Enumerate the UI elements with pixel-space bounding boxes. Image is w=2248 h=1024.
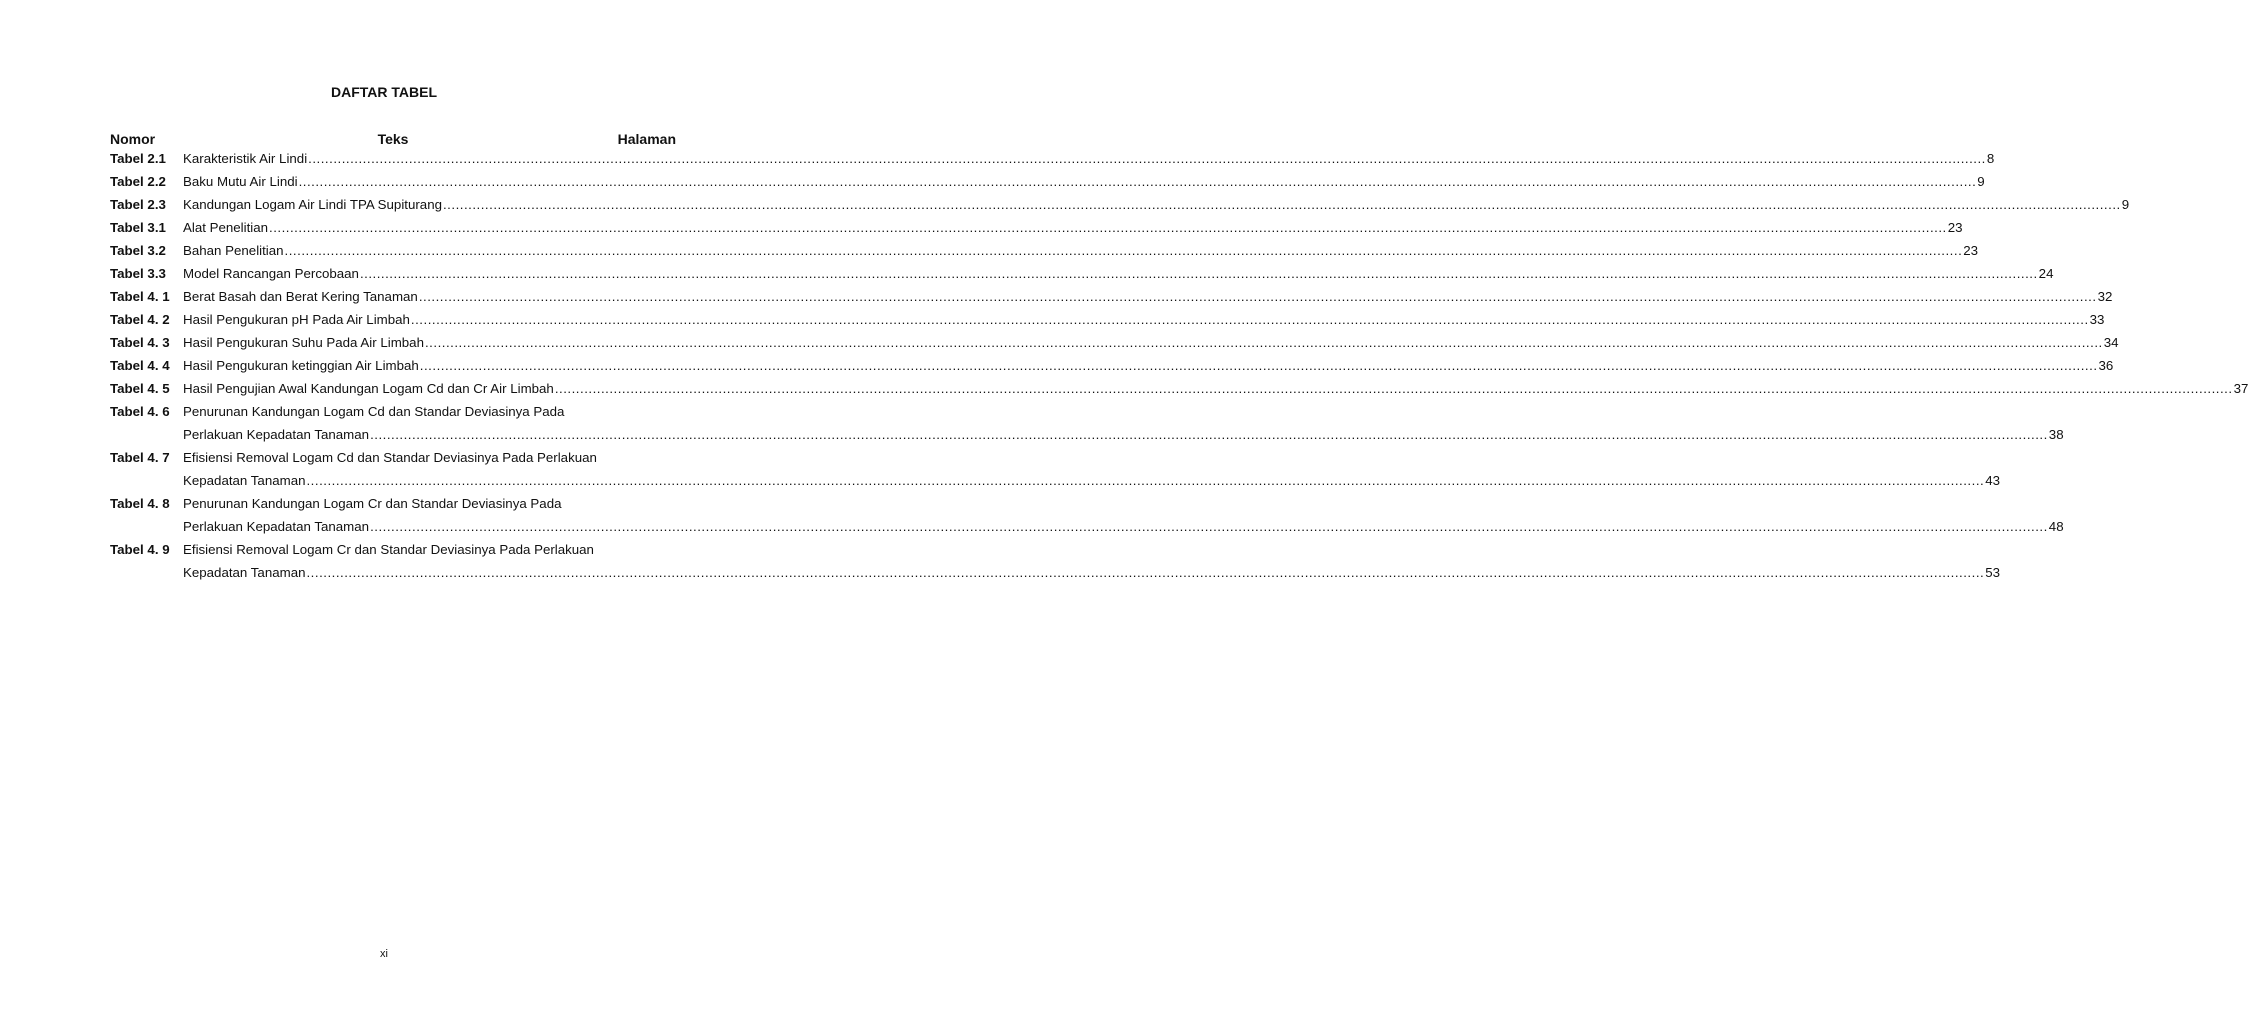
- dot-leader: ................................................................................................................................................................................................................................................................................................................................................................................................................: [306, 565, 1985, 580]
- page-number-ref: 34: [2103, 335, 2119, 350]
- dot-leader: ................................................................................................................................................................................................................................................................................................................................................................................................................: [424, 335, 2103, 350]
- table-number: Tabel 4. 4: [110, 358, 170, 373]
- page-number-ref: 32: [2097, 289, 2113, 304]
- toc-entry[interactable]: [110, 308, 2105, 331]
- dot-leader: ................................................................................................................................................................................................................................................................................................................................................................................................................: [298, 174, 1977, 189]
- entry-title-line: Perlakuan Kepadatan Tanaman: [183, 427, 370, 442]
- dot-leader: ................................................................................................................................................................................................................................................................................................................................................................................................................: [308, 151, 1986, 166]
- header-teks: Teks: [377, 131, 409, 147]
- table-number: Tabel 4. 3: [110, 335, 170, 350]
- header-nomor: Nomor: [110, 131, 156, 147]
- page-number-ref: 43: [1985, 473, 2001, 488]
- entry-title-line: Hasil Pengujian Awal Kandungan Logam Cd dan Cr Air Limbah: [183, 381, 554, 396]
- entry-title-line: Alat Penelitian: [183, 220, 269, 235]
- table-number: Tabel 4. 5: [110, 381, 170, 396]
- dot-leader: ................................................................................................................................................................................................................................................................................................................................................................................................................: [419, 358, 2098, 373]
- page-number-ref: 33: [2089, 312, 2105, 327]
- table-number: Tabel 4. 6: [110, 404, 170, 419]
- toc-entry[interactable]: [110, 354, 2114, 377]
- dot-leader: ................................................................................................................................................................................................................................................................................................................................................................................................................: [370, 519, 2048, 534]
- dot-leader: ................................................................................................................................................................................................................................................................................................................................................................................................................: [370, 427, 2048, 442]
- header-halaman: Halaman: [617, 131, 676, 147]
- entry-title-line: Penurunan Kandungan Logam Cr dan Standar Deviasinya Pada: [183, 496, 562, 511]
- dot-leader: ................................................................................................................................................................................................................................................................................................................................................................................................................: [442, 197, 2121, 212]
- page-number-ref: 48: [2048, 519, 2064, 534]
- table-number: Tabel 4. 1: [110, 289, 170, 304]
- page-number-ref: 9: [2121, 197, 2130, 212]
- table-number: Tabel 2.3: [110, 197, 166, 212]
- table-of-tables: [110, 147, 2248, 584]
- page-number-ref: 9: [1977, 174, 1985, 189]
- dot-leader: ................................................................................................................................................................................................................................................................................................................................................................................................................: [284, 243, 1963, 258]
- page-number: xi: [380, 948, 388, 960]
- entry-title-line: Kepadatan Tanaman: [183, 473, 306, 488]
- toc-header: [110, 131, 676, 148]
- page-number-ref: 24: [2038, 266, 2054, 281]
- dot-leader: ................................................................................................................................................................................................................................................................................................................................................................................................................: [410, 312, 2089, 327]
- page-number-ref: 53: [1985, 565, 2001, 580]
- toc-entry[interactable]: [110, 147, 1995, 170]
- entry-title-line: Kandungan Logam Air Lindi TPA Supiturang: [183, 197, 442, 212]
- entry-title-line: Hasil Pengukuran Suhu Pada Air Limbah: [183, 335, 424, 350]
- dot-leader: ................................................................................................................................................................................................................................................................................................................................................................................................................: [269, 220, 1947, 235]
- entry-title-line: Model Rancangan Percobaan: [183, 266, 359, 281]
- toc-entry[interactable]: [110, 239, 1979, 262]
- toc-entry[interactable]: [110, 538, 2001, 584]
- entry-title-line: Hasil Pengukuran ketinggian Air Limbah: [183, 358, 419, 373]
- toc-entry[interactable]: [110, 331, 2119, 354]
- entry-title-line: Penurunan Kandungan Logam Cd dan Standar Deviasinya Pada: [183, 404, 565, 419]
- table-number: Tabel 3.2: [110, 243, 166, 258]
- entry-title-line: Perlakuan Kepadatan Tanaman: [183, 519, 370, 534]
- toc-entry[interactable]: [110, 262, 2054, 285]
- page-number-ref: 8: [1986, 151, 1995, 166]
- dot-leader: ................................................................................................................................................................................................................................................................................................................................................................................................................: [418, 289, 2097, 304]
- toc-entry[interactable]: [110, 446, 2001, 492]
- page-number-ref: 23: [1947, 220, 1963, 235]
- page-title: DAFTAR TABEL: [330, 84, 438, 100]
- entry-title-line: Kepadatan Tanaman: [183, 565, 306, 580]
- toc-entry[interactable]: [110, 216, 1963, 239]
- entry-title-line: Baku Mutu Air Lindi: [183, 174, 298, 189]
- page-number-ref: 23: [1963, 243, 1979, 258]
- entry-title-line: Hasil Pengukuran pH Pada Air Limbah: [183, 312, 410, 327]
- table-number: Tabel 4. 7: [110, 450, 170, 465]
- entry-title-line: Berat Basah dan Berat Kering Tanaman: [183, 289, 418, 304]
- page-number-ref: 36: [2098, 358, 2114, 373]
- entry-title-line: Bahan Penelitian: [183, 243, 284, 258]
- toc-entry[interactable]: [110, 170, 1985, 193]
- table-number: Tabel 2.2: [110, 174, 166, 189]
- entry-title-line: Efisiensi Removal Logam Cr dan Standar Deviasinya Pada Perlakuan: [183, 542, 594, 557]
- dot-leader: ................................................................................................................................................................................................................................................................................................................................................................................................................: [306, 473, 1985, 488]
- dot-leader: ................................................................................................................................................................................................................................................................................................................................................................................................................: [359, 266, 2038, 281]
- toc-entry[interactable]: [110, 285, 2113, 308]
- toc-entry[interactable]: [110, 377, 2248, 400]
- table-number: Tabel 3.3: [110, 266, 166, 281]
- page-number-ref: 38: [2048, 427, 2064, 442]
- toc-entry[interactable]: [110, 193, 2130, 216]
- table-number: Tabel 4. 9: [110, 542, 170, 557]
- table-number: Tabel 3.1: [110, 220, 166, 235]
- dot-leader: ................................................................................................................................................................................................................................................................................................................................................................................................................: [554, 381, 2233, 396]
- entry-title-line: Karakteristik Air Lindi: [183, 151, 308, 166]
- entry-title-line: Efisiensi Removal Logam Cd dan Standar Deviasinya Pada Perlakuan: [183, 450, 597, 465]
- page-number-ref: 37: [2233, 381, 2248, 396]
- toc-entry[interactable]: [110, 492, 2064, 538]
- table-number: Tabel 4. 2: [110, 312, 170, 327]
- table-number: Tabel 2.1: [110, 151, 166, 166]
- toc-entry[interactable]: [110, 400, 2064, 446]
- table-number: Tabel 4. 8: [110, 496, 170, 511]
